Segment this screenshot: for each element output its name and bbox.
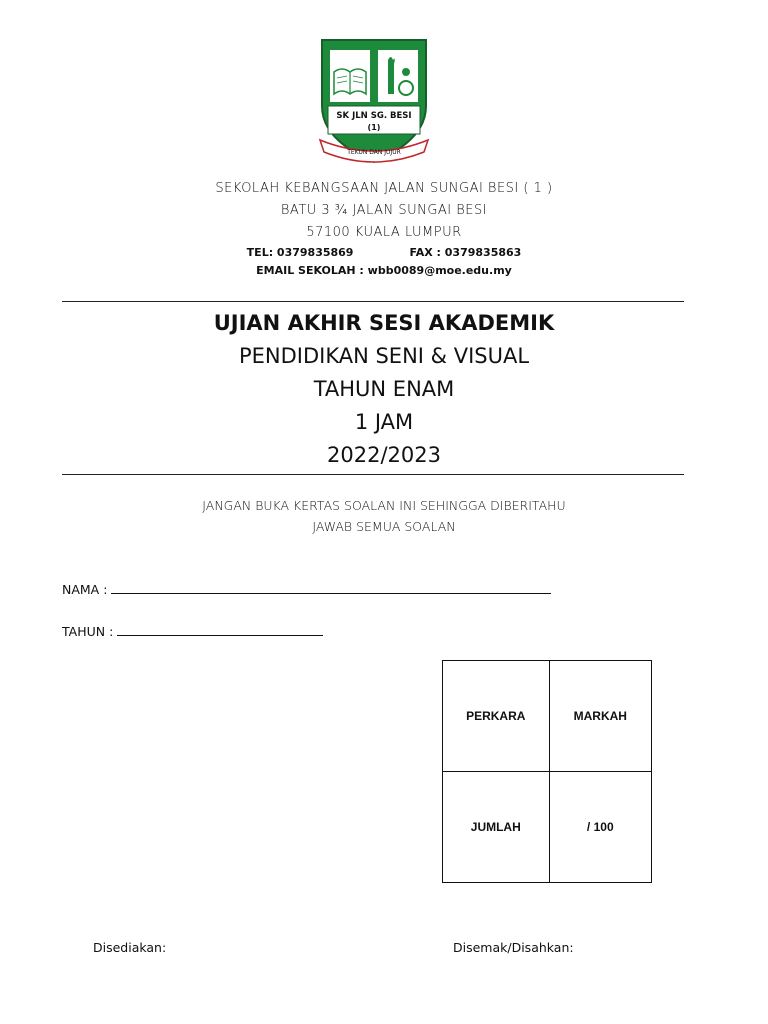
school-name: SEKOLAH KEBANGSAAN JALAN SUNGAI BESI ( 1 ) bbox=[215, 181, 553, 196]
school-contact-phones bbox=[0, 246, 768, 259]
total-value-cell: / 100 bbox=[549, 772, 651, 883]
marks-table-header-row bbox=[443, 661, 652, 772]
school-email: EMAIL SEKOLAH : wbb0089@moe.edu.my bbox=[256, 264, 512, 277]
school-tel: TEL: 0379835869 bbox=[246, 246, 354, 259]
exam-duration: 1 JAM bbox=[354, 410, 414, 434]
marks-table bbox=[442, 660, 652, 883]
instruction-line1: JANGAN BUKA KERTAS SOALAN INI SEHINGGA DIBERITAHU bbox=[202, 498, 566, 513]
exam-grade: TAHUN ENAM bbox=[313, 377, 455, 401]
exam-year: 2022/2023 bbox=[327, 443, 441, 467]
header-item-cell: PERKARA bbox=[443, 661, 550, 772]
checked-by-label: Disemak/Disahkan: bbox=[453, 940, 574, 955]
year-blank-line[interactable] bbox=[117, 625, 323, 636]
instruction-line2: JAWAB SEMUA SOALAN bbox=[312, 519, 456, 534]
school-fax: FAX : 0379835863 bbox=[409, 246, 522, 259]
prepared-by-label: Disediakan: bbox=[93, 940, 167, 955]
name-label: NAMA : bbox=[62, 582, 108, 597]
school-address-line1: BATU 3 ¾ JALAN SUNGAI BESI bbox=[280, 203, 488, 218]
school-crest-logo bbox=[314, 36, 434, 166]
header-divider-top bbox=[62, 301, 684, 302]
book-icon bbox=[334, 69, 366, 94]
ball-icon bbox=[399, 81, 413, 95]
crest-name-text: SK JLN SG. BESI bbox=[336, 111, 412, 121]
crest-right-panel bbox=[378, 50, 418, 102]
name-field[interactable] bbox=[62, 582, 551, 597]
crest-motto-text: TEKUN DAN JUJUR bbox=[347, 149, 401, 156]
school-address-line2: 57100 KUALA LUMPUR bbox=[306, 225, 462, 240]
torch-icon bbox=[388, 57, 395, 94]
crest-number-text: (1) bbox=[367, 123, 381, 132]
marks-table-total-row bbox=[443, 772, 652, 883]
total-label-cell: JUMLAH bbox=[443, 772, 550, 883]
name-blank-line[interactable] bbox=[111, 583, 551, 594]
exam-title: UJIAN AKHIR SESI AKADEMIK bbox=[213, 311, 555, 335]
year-field[interactable] bbox=[62, 624, 323, 639]
exam-subject: PENDIDIKAN SENI & VISUAL bbox=[238, 344, 530, 368]
header-divider-bottom bbox=[62, 474, 684, 475]
year-label: TAHUN : bbox=[62, 624, 114, 639]
header-marks-cell: MARKAH bbox=[549, 661, 651, 772]
